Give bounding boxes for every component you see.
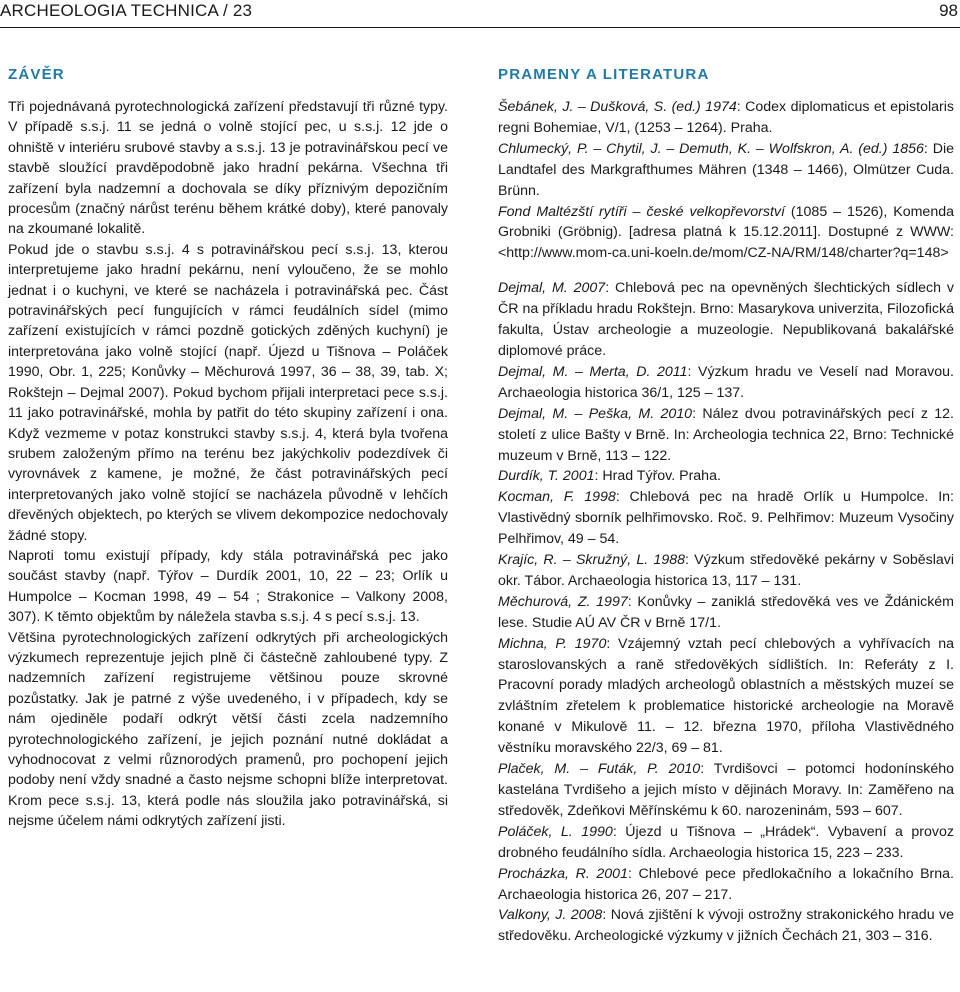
- reference-author: Chlumecký, P. – Chytil, J. – Demuth, K. – Wolfskron, A. (ed.) 1856: [498, 140, 924, 157]
- reference-entry: [498, 550, 954, 592]
- reference-author: Fond Maltézští rytíři – české velkopřevorství: [498, 203, 785, 220]
- reference-author: Šebánek, J. – Dušková, S. (ed.) 1974: [498, 99, 737, 115]
- reference-entry: [498, 202, 954, 265]
- reference-entry: [498, 822, 954, 864]
- reference-author: Dejmal, M. – Peška, M. 2010: [498, 405, 693, 422]
- reference-text: : Codex diplomaticus et epistolaris regni Bohemiae, V/1, (1253 – 1264). Praha.: [498, 99, 954, 136]
- reference-text: : Die Landtafel des Markgrafthumes Mähren (1348 – 1466), Olmützer Cuda. Brünn.: [498, 140, 954, 199]
- reference-author: Měchurová, Z. 1997: [498, 593, 628, 610]
- conclusion-column: [8, 66, 448, 832]
- page-header: [0, 0, 960, 28]
- reference-text: : Chlebová pec na hradě Orlík u Humpolce. In: Vlastivědný sborník pelhřimovsko. Roč. 9. Pelhřimov: Muzeum Vysočiny Pelhřimov, 49 – 54.: [498, 489, 954, 548]
- reference-text: : Vzájemný vztah pecí chlebových a vyhřívacích na staroslovanských a raně středověkých sídlištích. In: Referáty z I. Pracovní porady mladých archeologů oblastních a městských muzeí se zvláštním zřetelem k problematice historické archeologie na Moravě konané v Mikulově 11. – 12. března 1970, příloha Vlastivědného věstníku moravského 22/3, 69 – 81.: [498, 635, 955, 757]
- reference-entry: [498, 864, 954, 906]
- reference-author: Dejmal, M. 2007: [498, 280, 606, 297]
- reference-entry: [498, 362, 954, 404]
- conclusion-paragraph-1: Tři pojednávaná pyrotechnologická zařízení představují tři různé typy. V případě s.s.j. 11 se jedná o volně stojící pec, u s.s.j. 12 jde o ohniště v interiéru srubové stavby a s.s.j. 13 je potravinářskou pecí ve stavbě sloužící pravděpodobně jako hradní pekárna. Všechna tři zařízení byla nadzemní a dochovala se díky příznivým depozičním procesům (značný nárůst terénu během krátké doby), které panovaly na zkoumané lokalitě.: [8, 99, 448, 238]
- reference-text: : Tvrdišovci – potomci hodonínského kastelána Tvrdišeho a jejich místo v dějinách Moravy. In: Zaměřeno na středověk, Zdeňkovi Měřínskému k 60. narozeninám, 593 – 607.: [498, 761, 954, 819]
- reference-text: : Konůvky – zaniklá středověká ves ve Ždánickém lese. Studie AÚ AV ČR v Brně 17/1.: [498, 593, 954, 631]
- reference-text: : Nález dvou potravinářských pecí z 12. století z ulice Bašty v Brně. In: Archeologia technica 22, Brno: Technické muzeum v Brně, 113 – 122.: [498, 405, 954, 464]
- reference-entry: [498, 404, 954, 467]
- conclusion-paragraph-2: Pokud jde o stavbu s.s.j. 4 s potravinářskou pecí s.s.j. 13, kterou interpretujeme jako hradní pekárnu, není vyloučeno, že se mohlo jednat i o kuchyni, ve které se nacházela i potravinářská pec. Část potravinářských pecí fungujících v rámci feudálních sídel (mimo zařízení existujících v rámci pozdně gotických zděných kuchyní) je interpretována jako volně stojící (např. Újezd u Tišnova – Poláček 1990, Obr. 1, 225; Konůvky – Měchurová 1997, 36 – 38, 39, tab. X; Rokštejn – Dejmal 2007). Pokud bychom přijali interpretaci pece s.s.j. 11 jako potravinářské, mohla by patřit do této skupiny zařízení i ona. Když vezmeme v potaz konstrukci stavby s.s.j. 4, která byla tvořena srubem založeným přímo na terénu bez jakýchkoliv podezdívek či vyrovnávek z kamene, je možné, že část potravinářských pecí interpretovaných jako volně stojící se nacházela původně v lehčích dřevěných objektech, po kterých se vlivem dekompozice nedochovaly žádné stopy.: [8, 241, 448, 544]
- reference-entry: [498, 905, 954, 947]
- reference-author: Plaček, M. – Futák, P. 2010: [498, 761, 701, 778]
- reference-entry: [498, 97, 954, 139]
- reference-text: : Výzkum středověké pekárny v Soběslavi okr. Tábor. Archaeologia historica 13, 117 – 131.: [498, 552, 954, 589]
- conclusion-paragraph-4: Většina pyrotechnologických zařízení odkrytých při archeologických výzkumech reprezentuje jejich plně či částečně zahloubené typy. Z nadzemních zařízení registrujeme většinou pouze skrovné pozůstatky. Jak je patrné z výše uvedeného, i v případech, kdy se nám ojediněle podaří odkrýt větší části zcela nadzemního pyrotechnologického zařízení, je jejich poznání nutné dokládat a vyhodnocovat z velmi různorodých pramenů, pro pochopení jejich podoby není vždy snadné a často nejsme schopni blíže interpretovat. Krom pece s.s.j. 13, která podle nás sloužila jako potravinářská, si nejsme účelem námi odkrytých zařízení jisti.: [8, 629, 448, 830]
- page-number: 98: [939, 1, 958, 20]
- conclusion-heading: ZÁVĚR: [8, 66, 65, 83]
- reference-text: : Hrad Týřov. Praha.: [594, 468, 721, 485]
- reference-text: (1085 – 1526), Komenda Grobniki (Gröbnig). [adresa platná k 15.12.2011]. Dostupné z WWW: <http://www.mom-ca.uni-koeln.de/mom/CZ-NA/RM/148/charter?q=148>: [498, 203, 954, 262]
- reference-author: Krajíc, R. – Skružný, L. 1988: [498, 552, 685, 569]
- reference-author: Valkony, J. 2008: [498, 907, 603, 924]
- reference-text: : Chlebová pec na opevněných šlechtických sídlech v ČR na příkladu hradu Rokštejn. Brno: Masarykova univerzita, Filozofická fakulta, Ústav archeologie a muzeologie. Nepublikovaná bakalářské diplomové práce.: [498, 280, 954, 359]
- reference-author: Durdík, T. 2001: [498, 468, 595, 485]
- reference-author: Poláček, L. 1990: [498, 823, 613, 840]
- reference-entry: [498, 487, 954, 550]
- reference-entry: [498, 466, 954, 487]
- reference-author: Michna, P. 1970: [498, 635, 607, 652]
- references-heading: PRAMENY A LITERATURA: [498, 66, 710, 83]
- reference-entry: [498, 634, 954, 759]
- reference-author: Kocman, F. 1998: [498, 489, 616, 506]
- reference-text: : Chlebové pece předlokačního a lokačního Brna. Archaeologia historica 26, 207 – 217.: [498, 865, 954, 903]
- reference-text: : Nová zjištění k vývoji ostrožny strakonického hradu ve středověku. Archeologické výzkumy v jižních Čechách 21, 303 – 316.: [498, 907, 954, 945]
- reference-list: [498, 97, 954, 947]
- journal-title: ARCHEOLOGIA TECHNICA / 23: [0, 1, 253, 20]
- reference-entry: [498, 592, 954, 634]
- reference-entry: [498, 759, 954, 822]
- reference-author: Dejmal, M. – Merta, D. 2011: [498, 363, 688, 380]
- references-column: [498, 66, 954, 947]
- reference-text: : Výzkum hradu ve Veselí nad Moravou. Archaeologia historica 36/1, 125 – 137.: [498, 363, 955, 401]
- reference-text: : Újezd u Tišnova – „Hrádek“. Vybavení a provoz drobného feudálního sídla. Archaeologia historica 15, 223 – 233.: [498, 823, 954, 861]
- conclusion-paragraph-3: Naproti tomu existují případy, kdy stála potravinářská pec jako součást stavby (např. Týřov – Durdík 2001, 10, 22 – 23; Orlík u Humpolce – Kocman 1998, 49 – 54 ; Strakonice – Valkony 2008, 307). K těmto objektům by náležela stavba s.s.j. 4 s pecí s.s.j. 13.: [8, 547, 448, 626]
- reference-entry: [498, 278, 954, 362]
- reference-entry: [498, 139, 954, 202]
- reference-author: Procházka, R. 2001: [498, 865, 628, 882]
